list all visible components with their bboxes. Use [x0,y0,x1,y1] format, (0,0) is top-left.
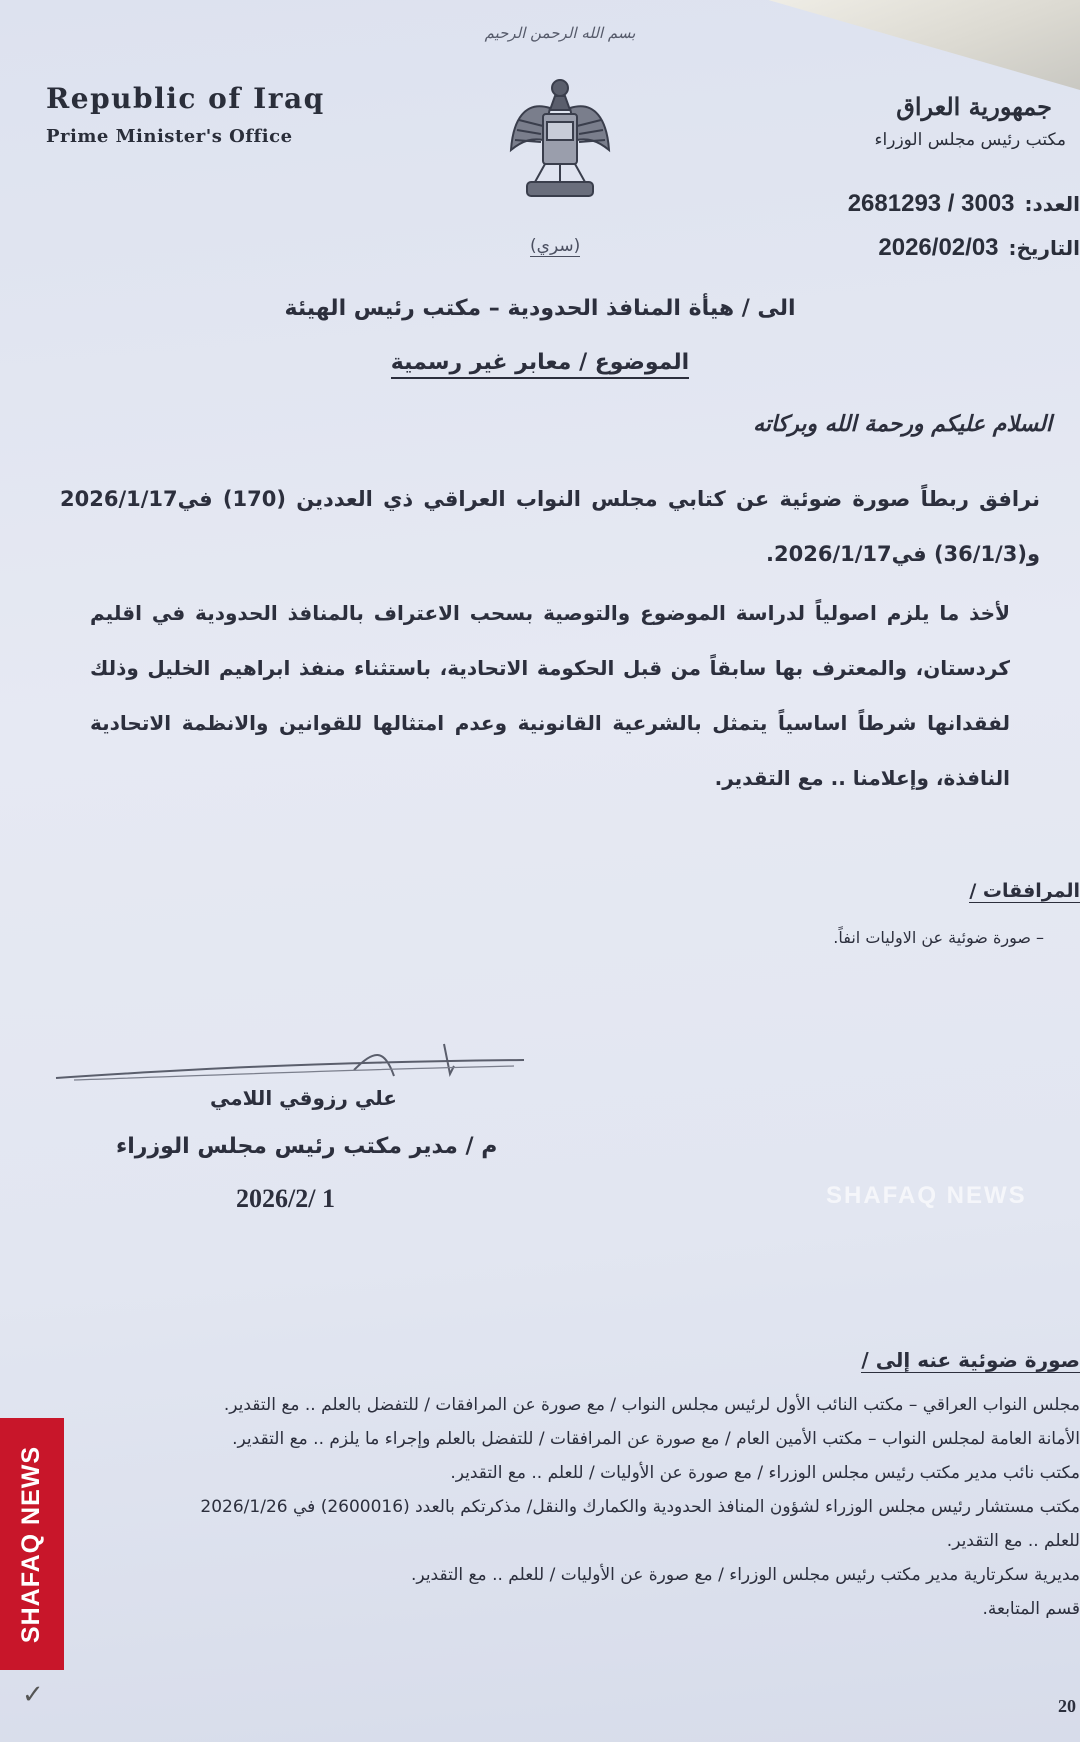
body-paragraph-2: لأخذ ما يلزم اصولياً لدراسة الموضوع والتوصية بسحب الاعتراف بالمنافذ الحدودية في اقليم كردستان، والمعترف بها سابقاً من قبل الحكومة الاتحادية، باستثناء منفذ ابراهيم الخليل وذلك لفقدانها شرطاً اساسياً يتمثل بالشرعية القانونية وعدم امتثالها للقوانين والانظمة الاتحادية النافذة، وإعلامنا .. مع التقدير. [90,601,1010,790]
copies-title-text: صورة ضوئية عنه إلى / [861,1348,1080,1372]
number-value: 2681293 / 3003 [847,190,1015,217]
signer-title: م / مدير مكتب رئيس مجلس الوزراء [116,1134,498,1159]
copies-title [861,1348,1080,1372]
greeting: السلام عليكم ورحمة الله وبركاته [753,412,1052,437]
recipient-line: الى / هيأة المنافذ الحدودية – مكتب رئيس الهيئة [284,296,796,321]
date-value: 2026/02/03 [878,234,999,261]
brand-text: SHAFAQ NEWS [17,1445,46,1643]
body-paragraph-1: نرافق ربطاً صورة ضوئية عن كتابي مجلس النواب العراقي ذي العددين (170) في2026/1/17 و(36/1/3) في2026/1/17. [60,487,1041,566]
shafaq-news-badge [0,1418,64,1670]
number-label: العدد: [1024,192,1080,216]
arabic-title: جمهورية العراق [896,92,1052,121]
signature-date: 2026/2/ 1 [236,1184,335,1213]
date-label: التاريخ: [1008,236,1080,260]
reference-number-line [848,190,1080,218]
arabic-subtitle: مكتب رئيس مجلس الوزراء [874,130,1066,150]
subject-text: الموضوع / معابر غير رسمية [391,350,689,379]
basmala: بسم الله الرحمن الرحيم [484,24,636,42]
copy-item: قسم المتابعة. [982,1599,1080,1619]
watermark-text: SHAFAQ NEWS [826,1182,1027,1209]
attachments-title [969,880,1080,902]
corner-number: 20 [1058,1696,1076,1716]
date-line [878,234,1080,262]
eagle-emblem-icon [505,70,615,210]
copies-list [40,1388,1080,1626]
copy-item: للعلم .. مع التقدير. [946,1531,1080,1551]
english-title: Republic of Iraq [46,82,325,115]
classification-label: (سري) [530,236,581,256]
copy-item: مكتب مستشار رئيس مجلس الوزراء لشؤون المنافذ الحدودية والكمارك والنقل/ مذكرتكم بالعدد (2600016) في 2026/1/26 [200,1497,1080,1517]
page-corner-fold [700,0,1080,90]
subject-line [0,350,1080,375]
attachments-title-text: المرافقات / [969,880,1080,902]
english-subtitle: Prime Minister's Office [46,126,293,147]
copy-item: مكتب نائب مدير مكتب رئيس مجلس الوزراء / مع صورة عن الأوليات / للعلم .. مع التقدير. [450,1463,1080,1483]
margin-mark-icon: ✓ [22,1680,44,1710]
signer-name: علي رزوقي اللامي [210,1086,397,1110]
copy-item: الأمانة العامة لمجلس النواب – مكتب الأمين العام / مع صورة عن المرافقات / للتفضل بالعلم وإجراء ما يلزم .. مع التقدير. [232,1429,1080,1449]
copy-item: مجلس النواب العراقي – مكتب النائب الأول لرئيس مجلس النواب / مع صورة عن المرافقات / للتفضل بالعلم .. مع التقدير. [223,1395,1080,1415]
attachment-item: – صورة ضوئية عن الاوليات انفاً. [833,928,1044,947]
copy-item: مديرية سكرتارية مدير مكتب رئيس مجلس الوزراء / مع صورة عن الأوليات / للعلم .. مع التقدير. [411,1565,1080,1585]
